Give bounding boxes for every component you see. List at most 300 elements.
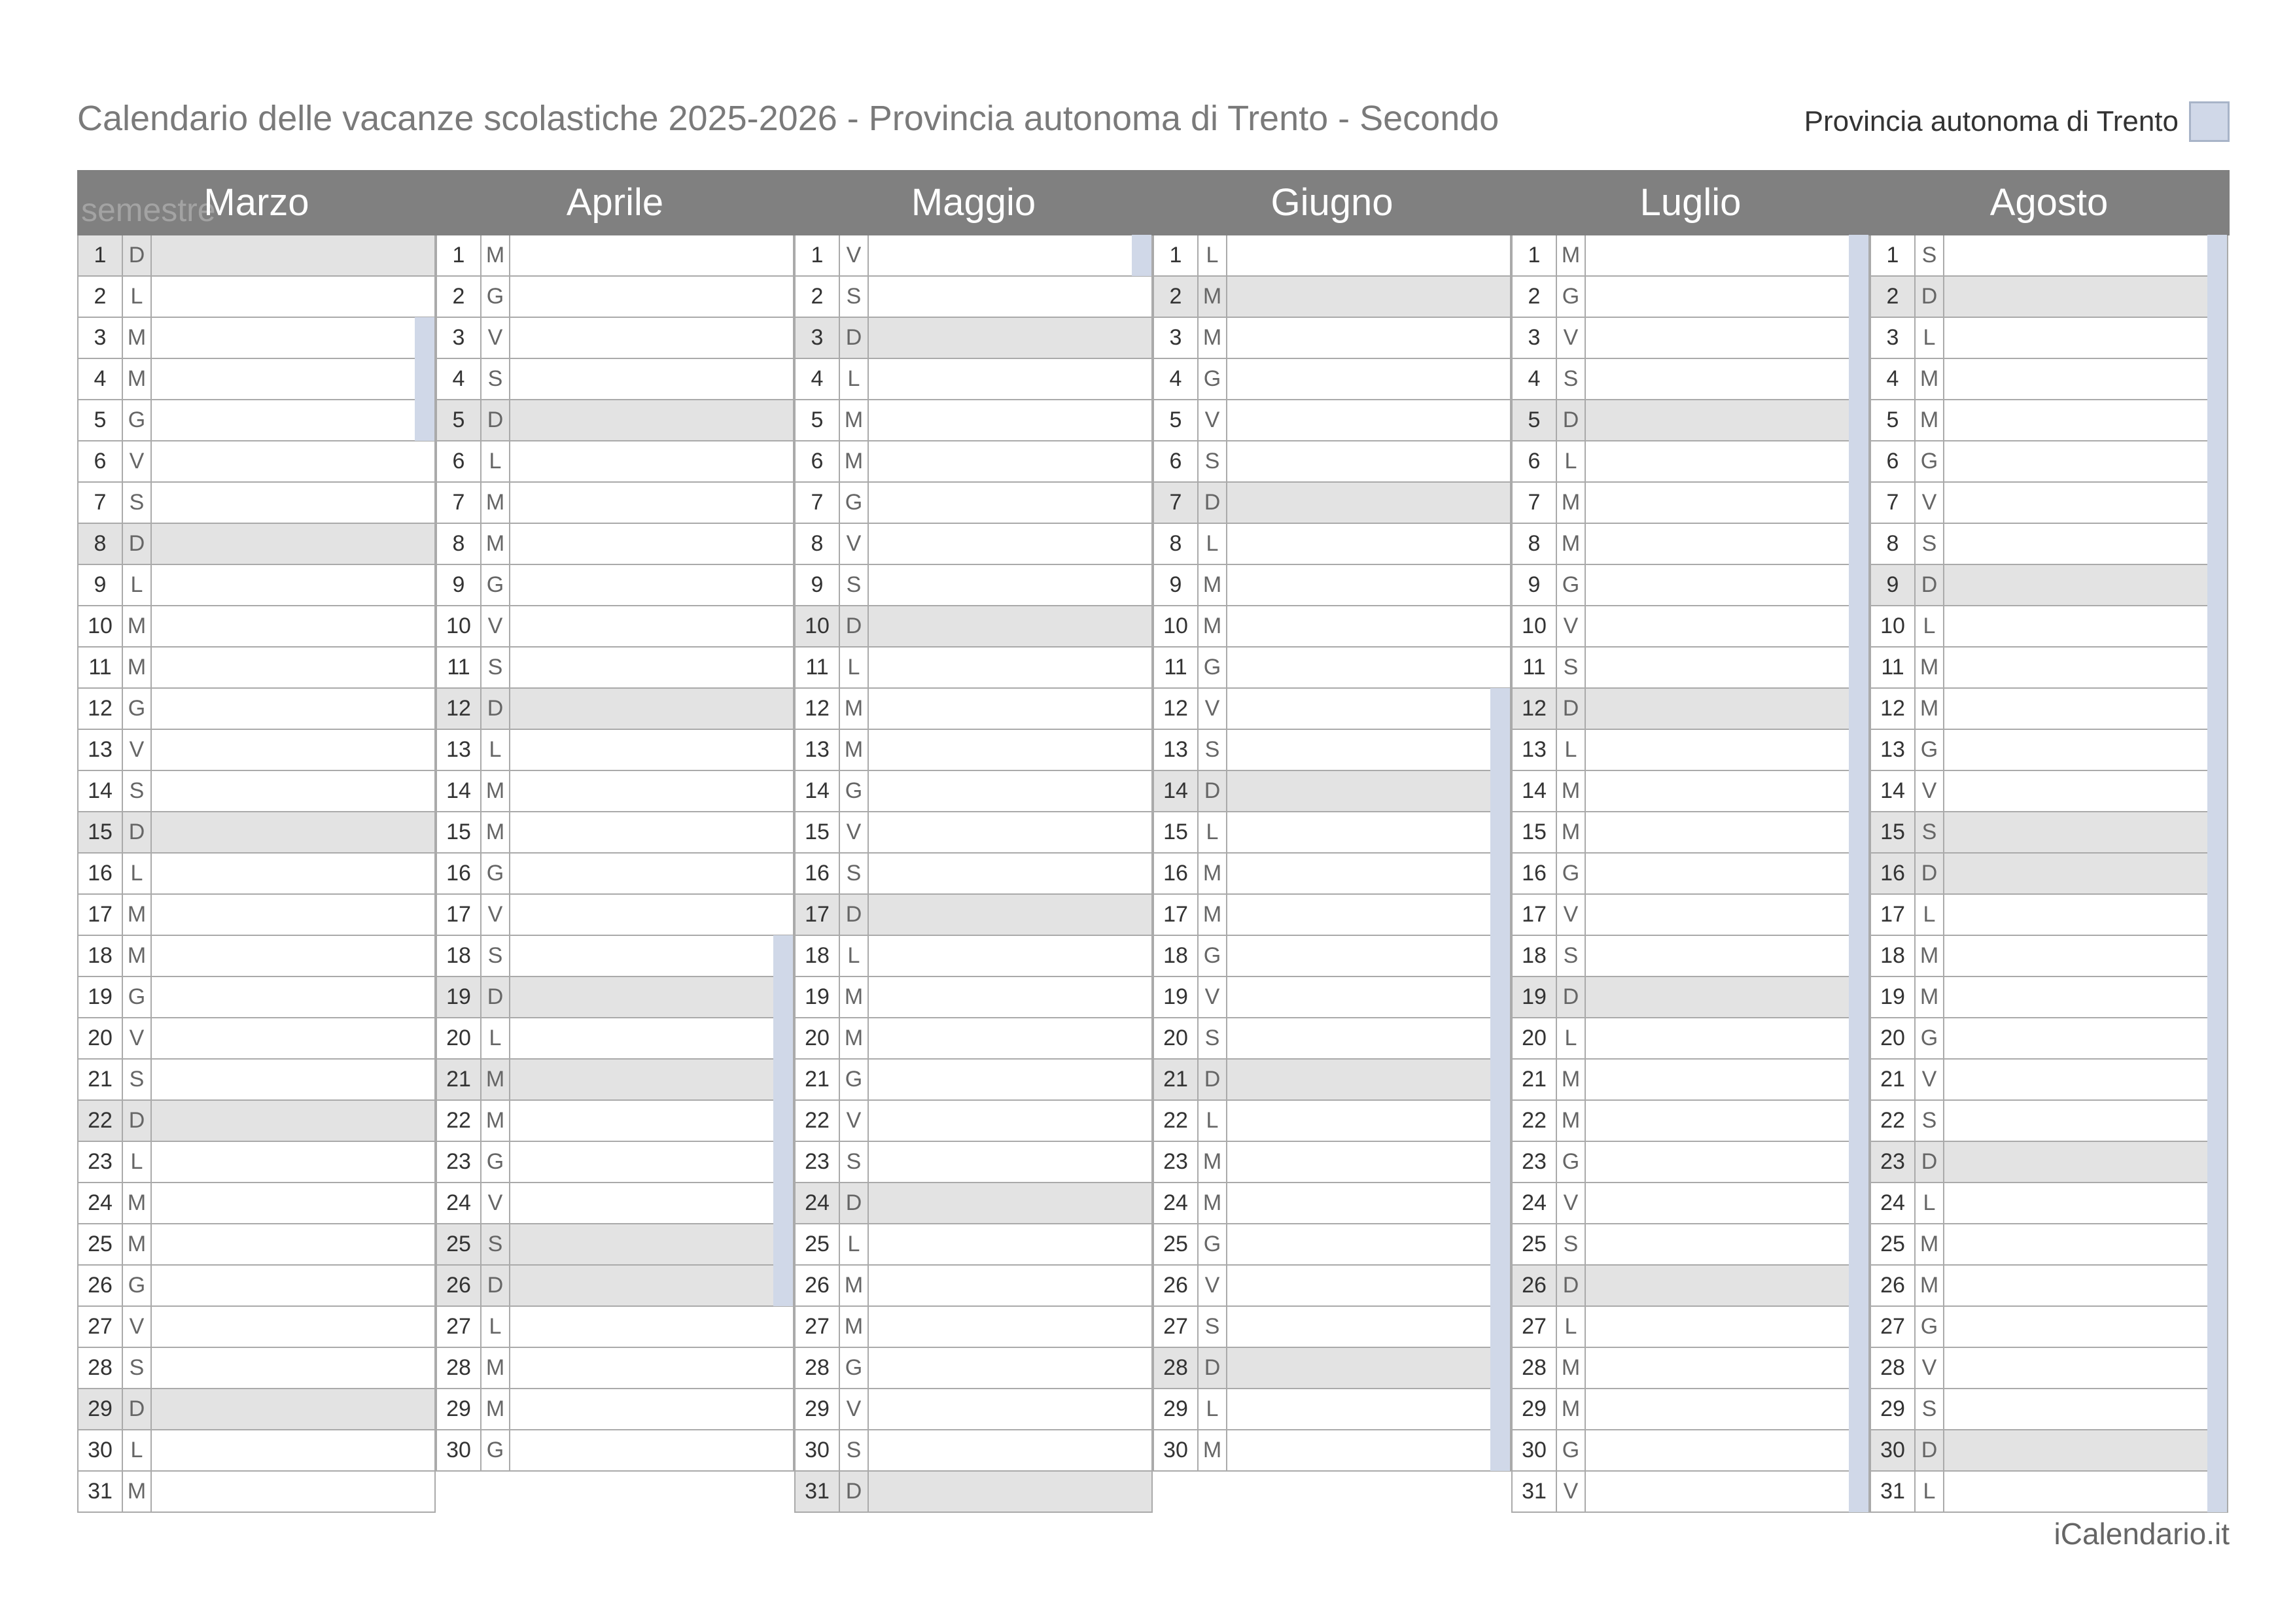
day-number: 6: [1154, 441, 1199, 481]
day-cell: [152, 1142, 434, 1182]
day-row: [1153, 606, 1511, 648]
day-of-week: M: [1557, 1060, 1586, 1099]
holiday-marker: [773, 1265, 793, 1306]
day-number: 12: [1513, 689, 1557, 729]
day-row: [77, 277, 436, 318]
day-row: [436, 606, 794, 648]
day-number: 17: [79, 895, 123, 935]
day-row: [77, 689, 436, 730]
day-number: 26: [1154, 1266, 1199, 1305]
day-cell: [152, 812, 434, 852]
day-cell: [510, 1389, 793, 1429]
day-of-week: M: [1916, 689, 1944, 729]
day-of-week: M: [1199, 1430, 1227, 1470]
day-of-week: D: [1199, 1348, 1227, 1388]
holiday-marker: [1849, 317, 1868, 358]
day-row: [1153, 1266, 1511, 1307]
day-of-week: M: [123, 606, 152, 646]
day-cell: [869, 1060, 1151, 1099]
day-number: 8: [79, 524, 123, 564]
day-number: 4: [1154, 359, 1199, 399]
day-row: [1153, 400, 1511, 441]
day-row: [436, 1430, 794, 1472]
day-row: [794, 1183, 1153, 1224]
day-number: 7: [796, 483, 840, 523]
day-number: 13: [796, 730, 840, 770]
day-row: [794, 318, 1153, 359]
day-number: 20: [1154, 1018, 1199, 1058]
legend: [1804, 101, 2230, 142]
day-row: [77, 977, 436, 1018]
day-cell: [152, 1183, 434, 1223]
day-cell: [1944, 277, 2227, 317]
day-of-week: M: [840, 400, 869, 440]
day-number: 16: [1154, 854, 1199, 893]
day-row: [1870, 277, 2228, 318]
day-number: 6: [437, 441, 482, 481]
day-row: [1511, 771, 1870, 812]
day-cell: [1944, 895, 2227, 935]
day-cell: [869, 318, 1151, 358]
day-cell: [152, 606, 434, 646]
day-number: 30: [437, 1430, 482, 1470]
day-cell: [1586, 648, 1868, 687]
holiday-marker: [2207, 564, 2227, 606]
day-cell: [869, 1430, 1151, 1470]
day-of-week: G: [1557, 1430, 1586, 1470]
day-row: [1153, 895, 1511, 936]
day-cell: [869, 277, 1151, 317]
day-cell: [152, 400, 434, 440]
day-number: 29: [1513, 1389, 1557, 1429]
day-of-week: D: [1916, 565, 1944, 605]
day-number: 18: [1871, 936, 1916, 976]
day-row: [1870, 1430, 2228, 1472]
day-number: 23: [1513, 1142, 1557, 1182]
day-row: [1511, 1472, 1870, 1513]
day-cell: [510, 1224, 793, 1264]
day-number: 17: [796, 895, 840, 935]
day-row: [1870, 854, 2228, 895]
day-cell: [510, 483, 793, 523]
day-number: 5: [437, 400, 482, 440]
day-cell: [1227, 977, 1510, 1017]
day-row: [1870, 1060, 2228, 1101]
day-of-week: L: [1557, 1018, 1586, 1058]
day-row: [1511, 1060, 1870, 1101]
day-row: [1870, 936, 2228, 977]
day-of-week: G: [840, 1348, 869, 1388]
month-name: Aprile: [566, 181, 664, 224]
day-of-week: G: [1557, 1142, 1586, 1182]
day-of-week: G: [482, 565, 510, 605]
day-cell: [1227, 812, 1510, 852]
holiday-marker: [1849, 729, 1868, 770]
day-row: [1870, 1018, 2228, 1060]
holiday-marker: [1849, 1100, 1868, 1141]
day-number: 7: [437, 483, 482, 523]
day-number: 16: [1513, 854, 1557, 893]
day-row: [77, 606, 436, 648]
day-of-week: L: [840, 359, 869, 399]
day-cell: [1227, 1430, 1510, 1470]
day-cell: [1944, 483, 2227, 523]
day-number: 4: [1513, 359, 1557, 399]
holiday-marker: [2207, 1389, 2227, 1430]
day-number: 24: [79, 1183, 123, 1223]
day-number: 21: [437, 1060, 482, 1099]
day-of-week: G: [1199, 648, 1227, 687]
holiday-marker: [1490, 1306, 1510, 1347]
day-cell: [869, 1183, 1151, 1223]
day-number: 17: [1513, 895, 1557, 935]
day-number: 4: [437, 359, 482, 399]
day-number: 26: [1513, 1266, 1557, 1305]
day-cell: [510, 730, 793, 770]
day-number: 8: [1513, 524, 1557, 564]
day-of-week: L: [1199, 524, 1227, 564]
day-of-week: D: [840, 1183, 869, 1223]
day-row: [794, 400, 1153, 441]
holiday-marker: [1490, 1224, 1510, 1265]
day-of-week: M: [1199, 1183, 1227, 1223]
day-row: [436, 812, 794, 854]
day-cell: [1586, 689, 1868, 729]
day-cell: [152, 771, 434, 811]
day-cell: [1227, 730, 1510, 770]
day-number: 26: [796, 1266, 840, 1305]
day-of-week: D: [1557, 689, 1586, 729]
day-of-week: M: [482, 812, 510, 852]
day-number: 2: [79, 277, 123, 317]
day-number: 8: [796, 524, 840, 564]
day-cell: [869, 1472, 1151, 1512]
day-of-week: L: [123, 1430, 152, 1470]
day-number: 5: [1871, 400, 1916, 440]
day-cell: [1227, 400, 1510, 440]
day-row: [1511, 441, 1870, 483]
holiday-marker: [1490, 770, 1510, 812]
holiday-marker: [2207, 1347, 2227, 1389]
day-row: [1153, 1183, 1511, 1224]
day-of-week: M: [482, 235, 510, 275]
day-of-week: L: [1557, 1307, 1586, 1347]
day-row: [794, 689, 1153, 730]
day-cell: [510, 1101, 793, 1141]
day-cell: [1944, 1389, 2227, 1429]
day-of-week: V: [1916, 771, 1944, 811]
day-number: 21: [796, 1060, 840, 1099]
holiday-marker: [1849, 770, 1868, 812]
day-of-week: V: [1916, 1060, 1944, 1099]
day-row: [436, 565, 794, 606]
holiday-marker: [1849, 894, 1868, 935]
day-cell: [152, 318, 434, 358]
day-of-week: D: [1557, 977, 1586, 1017]
day-cell: [1944, 441, 2227, 481]
day-number: 1: [437, 235, 482, 275]
day-row: [77, 936, 436, 977]
day-of-week: V: [840, 1101, 869, 1141]
day-row: [1153, 977, 1511, 1018]
day-number: 3: [79, 318, 123, 358]
day-cell: [1944, 730, 2227, 770]
day-cell: [1944, 1018, 2227, 1058]
day-cell: [1586, 483, 1868, 523]
holiday-marker: [773, 935, 793, 976]
day-of-week: S: [482, 359, 510, 399]
day-number: 12: [437, 689, 482, 729]
day-cell: [510, 441, 793, 481]
day-cell: [152, 1266, 434, 1305]
holiday-marker: [1490, 853, 1510, 894]
day-of-week: L: [1916, 1472, 1944, 1512]
day-cell: [510, 1142, 793, 1182]
day-of-week: G: [1916, 1307, 1944, 1347]
day-row: [77, 812, 436, 854]
holiday-marker: [2207, 606, 2227, 647]
day-of-week: V: [1557, 606, 1586, 646]
day-cell: [1586, 1307, 1868, 1347]
day-row: [1511, 483, 1870, 524]
day-of-week: V: [1557, 318, 1586, 358]
day-of-week: M: [1557, 1389, 1586, 1429]
day-row: [1870, 235, 2228, 277]
day-cell: [1944, 359, 2227, 399]
day-of-week: G: [482, 854, 510, 893]
day-cell: [1586, 1472, 1868, 1512]
holiday-marker: [2207, 523, 2227, 564]
day-cell: [869, 483, 1151, 523]
holiday-marker: [2207, 770, 2227, 812]
day-of-week: M: [1199, 606, 1227, 646]
day-row: [77, 1348, 436, 1389]
day-of-week: L: [840, 1224, 869, 1264]
day-of-week: V: [482, 1183, 510, 1223]
day-number: 31: [1871, 1472, 1916, 1512]
day-number: 25: [796, 1224, 840, 1264]
day-cell: [152, 730, 434, 770]
day-cell: [510, 1430, 793, 1470]
month-name: Marzo: [203, 181, 309, 224]
day-number: 20: [1513, 1018, 1557, 1058]
day-of-week: L: [1916, 1183, 1944, 1223]
day-of-week: D: [482, 689, 510, 729]
day-row: [1511, 812, 1870, 854]
day-row: [794, 565, 1153, 606]
holiday-marker: [1490, 976, 1510, 1018]
day-of-week: S: [1916, 524, 1944, 564]
day-cell: [1227, 1224, 1510, 1264]
day-number: 30: [1154, 1430, 1199, 1470]
day-row: [436, 689, 794, 730]
day-of-week: M: [1557, 1101, 1586, 1141]
holiday-marker: [2207, 1471, 2227, 1512]
day-of-week: M: [1557, 771, 1586, 811]
day-row: [794, 1018, 1153, 1060]
day-cell: [1944, 1183, 2227, 1223]
day-cell: [869, 1101, 1151, 1141]
day-cell: [1227, 1142, 1510, 1182]
day-cell: [1586, 606, 1868, 646]
day-cell: [510, 1348, 793, 1388]
day-row: [77, 441, 436, 483]
day-cell: [869, 1224, 1151, 1264]
day-of-week: L: [1557, 441, 1586, 481]
day-row: [1870, 524, 2228, 565]
day-cell: [1227, 689, 1510, 729]
holiday-marker: [1490, 1265, 1510, 1306]
holiday-marker: [1849, 1183, 1868, 1224]
day-of-week: M: [1557, 483, 1586, 523]
holiday-marker: [773, 1100, 793, 1141]
day-cell: [869, 1389, 1151, 1429]
day-cell: [510, 648, 793, 687]
day-number: 28: [796, 1348, 840, 1388]
day-of-week: S: [1916, 812, 1944, 852]
day-of-week: S: [1916, 235, 1944, 275]
day-cell: [510, 936, 793, 976]
day-number: 1: [79, 235, 123, 275]
day-cell: [869, 606, 1151, 646]
day-of-week: V: [123, 730, 152, 770]
day-cell: [1944, 689, 2227, 729]
day-row: [1153, 524, 1511, 565]
day-of-week: M: [840, 1018, 869, 1058]
holiday-marker: [1490, 729, 1510, 770]
day-cell: [869, 1142, 1151, 1182]
day-of-week: D: [1557, 400, 1586, 440]
day-row: [1511, 936, 1870, 977]
day-number: 1: [1154, 235, 1199, 275]
day-row: [1870, 1348, 2228, 1389]
day-number: 4: [796, 359, 840, 399]
day-number: 15: [1154, 812, 1199, 852]
day-cell: [152, 1060, 434, 1099]
day-row: [77, 648, 436, 689]
day-row: [77, 730, 436, 771]
day-cell: [1586, 1060, 1868, 1099]
day-of-week: G: [1557, 277, 1586, 317]
day-cell: [1227, 235, 1510, 275]
day-row: [1153, 441, 1511, 483]
day-row: [794, 524, 1153, 565]
day-of-week: S: [1557, 359, 1586, 399]
month-name: Giugno: [1270, 181, 1393, 224]
day-cell: [510, 565, 793, 605]
day-number: 17: [1154, 895, 1199, 935]
holiday-marker: [2207, 853, 2227, 894]
holiday-marker: [1849, 1265, 1868, 1306]
day-row: [436, 318, 794, 359]
day-row: [794, 1430, 1153, 1472]
day-row: [1511, 524, 1870, 565]
day-cell: [510, 400, 793, 440]
day-of-week: M: [1557, 1348, 1586, 1388]
day-row: [1870, 483, 2228, 524]
day-row: [1870, 318, 2228, 359]
day-number: 18: [1513, 936, 1557, 976]
holiday-marker: [2207, 358, 2227, 400]
day-cell: [510, 854, 793, 893]
holiday-marker: [1849, 400, 1868, 441]
day-row: [1511, 277, 1870, 318]
day-of-week: S: [123, 1060, 152, 1099]
day-number: 22: [79, 1101, 123, 1141]
day-number: 31: [796, 1472, 840, 1512]
day-number: 26: [1871, 1266, 1916, 1305]
day-of-week: G: [123, 977, 152, 1017]
day-of-week: L: [123, 854, 152, 893]
day-number: 20: [437, 1018, 482, 1058]
day-of-week: M: [1557, 235, 1586, 275]
day-cell: [510, 359, 793, 399]
day-of-week: M: [1916, 359, 1944, 399]
day-number: 19: [1871, 977, 1916, 1017]
day-number: 25: [437, 1224, 482, 1264]
holiday-marker: [415, 358, 434, 400]
day-row: [77, 1389, 436, 1430]
day-cell: [1944, 400, 2227, 440]
day-row: [1153, 359, 1511, 400]
day-of-week: D: [1199, 483, 1227, 523]
day-number: 24: [1154, 1183, 1199, 1223]
day-cell: [510, 812, 793, 852]
day-cell: [510, 1060, 793, 1099]
day-number: 30: [796, 1430, 840, 1470]
footer-brand: iCalendario.it: [2054, 1517, 2230, 1551]
day-number: 12: [1871, 689, 1916, 729]
day-cell: [1227, 1101, 1510, 1141]
day-cell: [1944, 1224, 2227, 1264]
day-cell: [1227, 1307, 1510, 1347]
day-row: [77, 1183, 436, 1224]
day-number: 15: [79, 812, 123, 852]
day-number: 8: [437, 524, 482, 564]
holiday-marker: [1490, 1389, 1510, 1430]
day-cell: [1586, 235, 1868, 275]
day-number: 2: [1871, 277, 1916, 317]
day-of-week: D: [840, 318, 869, 358]
day-number: 6: [1871, 441, 1916, 481]
day-cell: [869, 1348, 1151, 1388]
day-number: 15: [796, 812, 840, 852]
day-cell: [1227, 1060, 1510, 1099]
day-of-week: M: [1557, 524, 1586, 564]
day-of-week: M: [1916, 977, 1944, 1017]
day-row: [1511, 977, 1870, 1018]
day-row: [794, 648, 1153, 689]
day-number: 14: [1513, 771, 1557, 811]
day-number: 13: [1871, 730, 1916, 770]
day-of-week: S: [1557, 936, 1586, 976]
day-number: 15: [437, 812, 482, 852]
day-cell: [1227, 1018, 1510, 1058]
day-number: 21: [1154, 1060, 1199, 1099]
day-row: [436, 483, 794, 524]
day-cell: [1227, 895, 1510, 935]
holiday-marker: [1849, 1430, 1868, 1471]
day-cell: [510, 318, 793, 358]
day-row: [794, 771, 1153, 812]
day-of-week: M: [1199, 895, 1227, 935]
day-row: [1511, 1101, 1870, 1142]
day-number: 14: [796, 771, 840, 811]
day-cell: [152, 277, 434, 317]
holiday-marker: [1849, 606, 1868, 647]
day-of-week: M: [123, 648, 152, 687]
day-number: 9: [796, 565, 840, 605]
